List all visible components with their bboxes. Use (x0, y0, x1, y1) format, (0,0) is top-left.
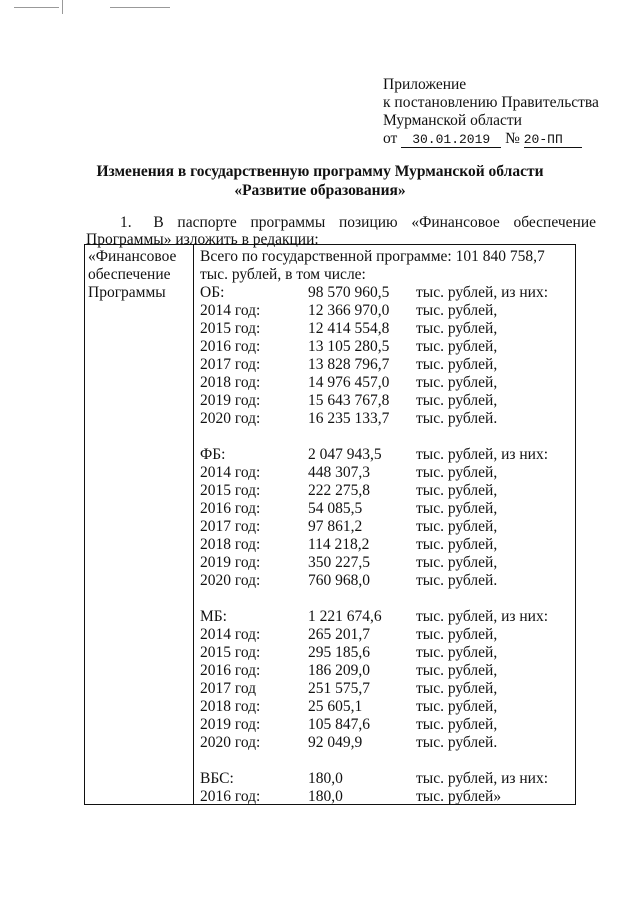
row-amount: 97 861,2 (308, 518, 363, 535)
group-spacer (200, 590, 548, 608)
title-line: Изменения в государственную программу Мурманской области (96, 163, 544, 180)
funding-year-row (200, 734, 548, 752)
total-line: Всего по государственной программе: 101 840 758,7 (200, 248, 545, 265)
row-label: ФБ: (200, 446, 226, 463)
funding-year-row (200, 698, 548, 716)
row-amount: 114 218,2 (308, 536, 370, 553)
group-spacer (200, 428, 548, 446)
left-cell-line: Программы (88, 284, 166, 301)
row-unit: тыс. рублей, (416, 302, 498, 319)
row-label: 2017 год: (200, 518, 261, 535)
row-label: 2016 год: (200, 788, 261, 805)
row-label: 2020 год: (200, 572, 261, 589)
column-divider (193, 245, 194, 804)
row-unit: тыс. рублей, (416, 518, 498, 535)
row-amount: 251 575,7 (308, 680, 370, 697)
row-unit: тыс. рублей, (416, 338, 498, 355)
row-label: 2017 год (200, 680, 257, 697)
funding-year-row (200, 482, 548, 500)
financing-table (84, 244, 576, 805)
scan-artifact-line (110, 7, 170, 8)
row-unit: тыс. рублей, (416, 644, 498, 661)
funding-year-row (200, 644, 548, 662)
appendix-line: к постановлению Правительства (383, 94, 599, 111)
row-label: 2014 год: (200, 302, 261, 319)
funding-source-row (200, 446, 548, 464)
title-line: «Развитие образования» (234, 182, 406, 199)
appendix-line: Приложение (383, 76, 467, 93)
row-amount: 12 366 970,0 (308, 302, 390, 319)
funding-groups (200, 284, 548, 806)
funding-year-row (200, 356, 548, 374)
table-right-cell (200, 248, 548, 806)
funding-year-row (200, 500, 548, 518)
row-label: 2016 год: (200, 338, 261, 355)
funding-year-row (200, 518, 548, 536)
row-label: 2016 год: (200, 500, 261, 517)
row-unit: тыс. рублей, (416, 698, 498, 715)
row-unit: тыс. рублей, из них: (416, 770, 549, 787)
row-unit: тыс. рублей, (416, 680, 498, 697)
funding-year-row (200, 410, 548, 428)
row-unit: тыс. рублей, из них: (416, 608, 549, 625)
paragraph-first-line (86, 214, 596, 231)
paragraph-word: «Финансовое (411, 214, 500, 231)
row-amount: 25 605,1 (308, 698, 363, 715)
funding-year-row (200, 716, 548, 734)
row-label: 2018 год: (200, 374, 261, 391)
row-unit: тыс. рублей» (416, 788, 502, 805)
funding-year-row (200, 320, 548, 338)
date-prefix: от (383, 130, 398, 147)
row-label: 2019 год: (200, 392, 261, 409)
row-label: 2019 год: (200, 554, 261, 571)
row-unit: тыс. рублей, (416, 536, 498, 553)
row-unit: тыс. рублей, (416, 662, 498, 679)
left-cell-line: «Финансовое (88, 248, 177, 265)
row-amount: 350 227,5 (308, 554, 370, 571)
row-label: 2015 год: (200, 320, 261, 337)
row-label: ОБ: (200, 284, 225, 301)
row-label: 2020 год: (200, 410, 261, 427)
appendix-block (383, 76, 599, 148)
row-amount: 105 847,6 (308, 716, 370, 733)
funding-year-row (200, 392, 548, 410)
paragraph-1 (86, 214, 596, 248)
paragraph-word: обеспечение (513, 214, 596, 231)
date-value: 30.01.2019 (401, 132, 501, 148)
funding-year-row (200, 572, 548, 590)
row-amount: 13 828 796,7 (308, 356, 390, 373)
row-amount: 14 976 457,0 (308, 374, 390, 391)
row-unit: тыс. рублей, (416, 356, 498, 373)
row-amount: 98 570 960,5 (308, 284, 390, 301)
group-spacer (200, 752, 548, 770)
row-amount: 12 414 554,8 (308, 320, 390, 337)
row-label: ВБС: (200, 770, 234, 787)
row-amount: 180,0 (308, 770, 343, 787)
left-cell-line: обеспечение (88, 266, 171, 283)
row-label: 2017 год: (200, 356, 261, 373)
paragraph-second-line: Программы» изложить в редакции: (86, 231, 319, 248)
row-label: 2014 год: (200, 626, 261, 643)
row-label: 2016 год: (200, 662, 261, 679)
paragraph-word: программы (250, 214, 326, 231)
row-label: 2015 год: (200, 644, 261, 661)
scan-artifact-line (14, 7, 59, 8)
table-left-cell (88, 248, 176, 302)
total-line: тыс. рублей, в том числе: (200, 266, 366, 283)
row-unit: тыс. рублей, (416, 626, 498, 643)
row-amount: 16 235 133,7 (308, 410, 390, 427)
row-amount: 295 185,6 (308, 644, 370, 661)
row-label: 2015 год: (200, 482, 261, 499)
row-amount: 13 105 280,5 (308, 338, 390, 355)
row-label: МБ: (200, 608, 227, 625)
funding-year-row (200, 554, 548, 572)
funding-year-row (200, 464, 548, 482)
funding-source-row (200, 284, 548, 302)
row-unit: тыс. рублей, (416, 500, 498, 517)
paragraph-word: позицию (338, 214, 398, 231)
row-amount: 760 968,0 (308, 572, 370, 589)
row-label: 2014 год: (200, 464, 261, 481)
row-amount: 180,0 (308, 788, 343, 805)
appendix-date-line (383, 130, 599, 148)
row-amount: 222 275,8 (308, 482, 370, 499)
row-amount: 186 209,0 (308, 662, 370, 679)
row-amount: 1 221 674,6 (308, 608, 382, 625)
row-label: 2018 год: (200, 536, 261, 553)
funding-year-row (200, 302, 548, 320)
paragraph-word: В (153, 214, 164, 231)
funding-year-row (200, 536, 548, 554)
appendix-line: Мурманской области (383, 112, 522, 129)
paragraph-word: паспорте (177, 214, 237, 231)
row-label: 2018 год: (200, 698, 261, 715)
row-unit: тыс. рублей, (416, 320, 498, 337)
row-unit: тыс. рублей. (416, 734, 498, 751)
funding-source-row (200, 608, 548, 626)
number-prefix: № (505, 130, 520, 147)
row-amount: 92 049,9 (308, 734, 363, 751)
row-amount: 448 307,3 (308, 464, 370, 481)
row-label: 2019 год: (200, 716, 261, 733)
row-amount: 2 047 943,5 (308, 446, 382, 463)
row-amount: 54 085,5 (308, 500, 363, 517)
row-unit: тыс. рублей, (416, 554, 498, 571)
row-label: 2020 год: (200, 734, 261, 751)
funding-year-row (200, 680, 548, 698)
row-amount: 15 643 767,8 (308, 392, 390, 409)
funding-year-row (200, 788, 548, 806)
funding-year-row (200, 374, 548, 392)
number-value: 20-ПП (524, 132, 582, 148)
row-unit: тыс. рублей. (416, 410, 498, 427)
row-amount: 265 201,7 (308, 626, 370, 643)
row-unit: тыс. рублей, (416, 392, 498, 409)
paragraph-number: 1. (120, 214, 132, 231)
row-unit: тыс. рублей, из них: (416, 446, 549, 463)
funding-year-row (200, 338, 548, 356)
row-unit: тыс. рублей, из них: (416, 284, 549, 301)
document-title (0, 162, 640, 200)
row-unit: тыс. рублей. (416, 572, 498, 589)
funding-source-row (200, 770, 548, 788)
funding-year-row (200, 662, 548, 680)
funding-year-row (200, 626, 548, 644)
row-unit: тыс. рублей, (416, 482, 498, 499)
row-unit: тыс. рублей, (416, 374, 498, 391)
scan-artifact-line (62, 0, 63, 14)
row-unit: тыс. рублей, (416, 716, 498, 733)
row-unit: тыс. рублей, (416, 464, 498, 481)
